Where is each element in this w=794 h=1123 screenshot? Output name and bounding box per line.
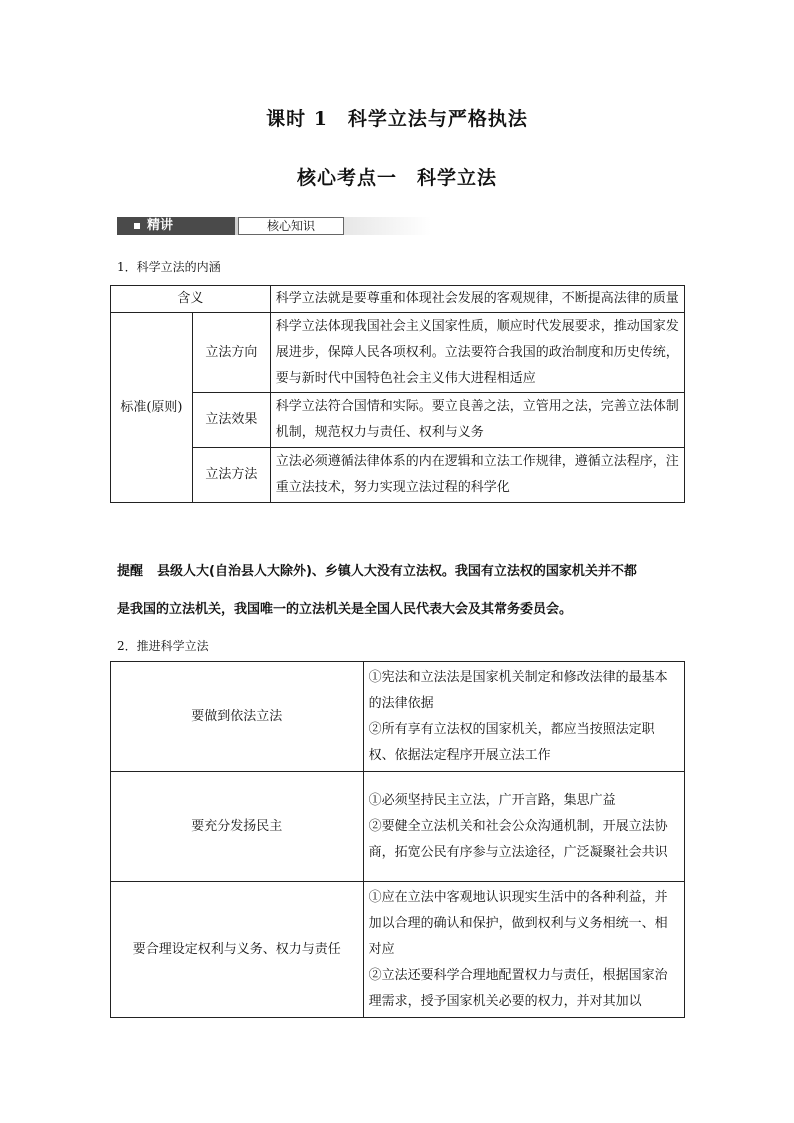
row-label: 要合理设定权利与义务、权力与责任 — [111, 882, 364, 1018]
row-label: 立法方向 — [192, 313, 270, 393]
meaning-label: 含义 — [111, 286, 271, 313]
row-label: 立法方法 — [192, 448, 270, 503]
row-label: 要做到依法立法 — [111, 662, 364, 772]
standard-label: 标准(原则) — [111, 313, 193, 503]
table-row — [111, 772, 685, 882]
row-line: ②所有享有立法权的国家机关，都应当按照法定职权、依据法定程序开展立法工作 — [368, 721, 655, 763]
section-heading-2: 2．推进科学立法 — [117, 639, 209, 653]
row-line: ①宪法和立法法是国家机关制定和修改法律的最基本的法律依据 — [368, 669, 668, 711]
row-content — [363, 882, 684, 1018]
table-row — [111, 286, 685, 313]
row-text: 科学立法体现我国社会主义国家性质，顺应时代发展要求，推动国家发展进步，保障人民各项权利。立法要符合我国的政治制度和历史传统，要与新时代中国特色社会主义伟大进程相适应 — [270, 313, 684, 393]
legislation-meaning-table — [110, 285, 685, 503]
table-row — [111, 662, 685, 772]
meaning-text: 科学立法就是要尊重和体现社会发展的客观规律，不断提高法律的质量 — [270, 286, 684, 313]
lesson-title: 课时 1 科学立法与严格执法 — [266, 108, 528, 130]
row-text: 立法必须遵循法律体系的内在逻辑和立法工作规律，遵循立法程序，注重立法技术，努力实现立法过程的科学化 — [270, 448, 684, 503]
banner-left-label — [117, 217, 235, 235]
section-heading-1: 1．科学立法的内涵 — [117, 260, 221, 274]
row-label: 要充分发扬民主 — [111, 772, 364, 882]
table-row — [111, 882, 685, 1018]
table-row — [111, 313, 685, 393]
row-content — [363, 662, 684, 772]
row-text: 科学立法符合国情和实际。要立良善之法，立管用之法，完善立法体制机制，规范权力与责任、权利与义务 — [270, 393, 684, 448]
row-content — [363, 772, 684, 882]
table-row — [111, 393, 685, 448]
banner-right-label: 核心知识 — [238, 217, 344, 235]
row-label: 立法效果 — [192, 393, 270, 448]
reminder-note — [117, 563, 637, 581]
row-line: ②立法还要科学合理地配置权力与责任，根据国家治理需求，授予国家机关必要的权力，并对其加以 — [368, 967, 668, 1009]
promote-legislation-table — [110, 661, 685, 1018]
reminder-label: 提醒 — [117, 564, 144, 579]
row-line: ②要健全立法机关和社会公众沟通机制，开展立法协商，拓宽公民有序参与立法途径，广泛凝聚社会共识 — [368, 818, 668, 860]
table-row — [111, 448, 685, 503]
row-line: ①必须坚持民主立法，广开言路，集思广益 — [368, 792, 616, 808]
reminder-line-2: 是我国的立法机关，我国唯一的立法机关是全国人民代表大会及其常务委员会。 — [117, 602, 573, 617]
banner-left-text: 精讲 — [147, 218, 174, 233]
section-banner — [117, 214, 431, 238]
row-line: ①应在立法中客观地认识现实生活中的各种利益，并加以合理的确认和保护，做到权利与义务相统一、相对应 — [368, 889, 668, 957]
reminder-line-1: 县级人大(自治县人大除外)、乡镇人大没有立法权。我国有立法权的国家机关并不都 — [157, 564, 637, 579]
section-title: 核心考点一 科学立法 — [296, 167, 497, 189]
square-bullet-icon — [134, 223, 140, 229]
